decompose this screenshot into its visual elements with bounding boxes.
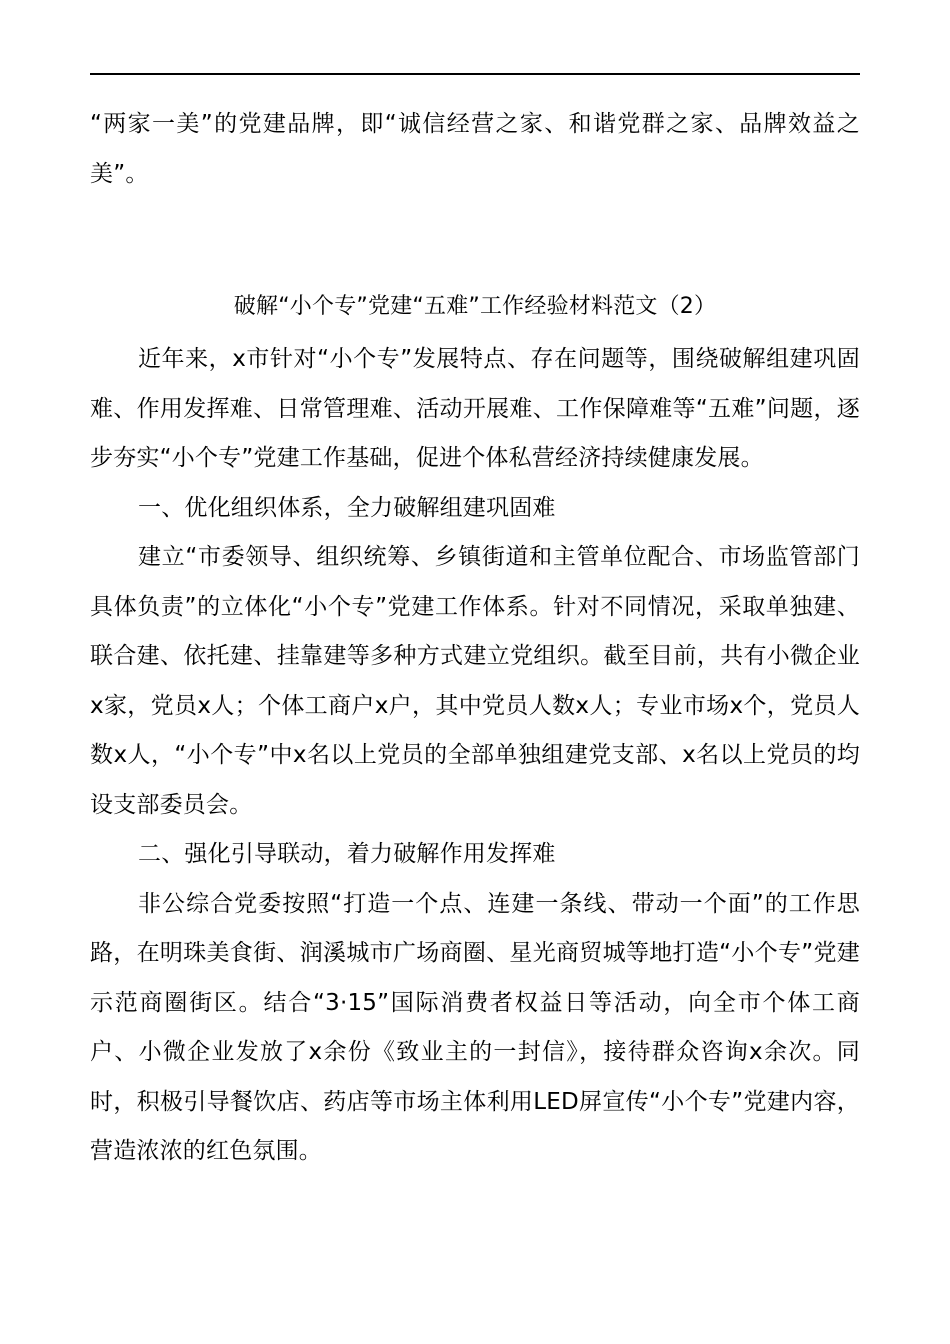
carryover-paragraph: “两家一美”的党建品牌，即“诚信经营之家、和谐党群之家、品牌效益之美”。 bbox=[90, 111, 860, 187]
section-1-paragraph: 建立“市委领导、组织统筹、乡镇街道和主管单位配合、市场监管部门具体负责”的立体化“小个专”党建工作体系。针对不同情况，采取单独建、联合建、依托建、挂靠建等多种方式建立党组织。截至目前，共有小微企业x家，党员x人；个体工商户x户，其中党员人数x人；专业市场x个，党员人数x人，“小个专”中x名以上党员的全部单独组建党支部、x名以上党员的均设支部委员会。 bbox=[90, 544, 860, 818]
document-body bbox=[90, 100, 860, 1177]
article-title: 破解“小个专”党建“五难”工作经验材料范文（2） bbox=[233, 294, 717, 319]
intro-paragraph: 近年来，x市针对“小个专”发展特点、存在问题等，围绕破解组建巩固难、作用发挥难、日常管理难、活动开展难、工作保障难等“五难”问题，逐步夯实“小个专”党建工作基础，促进个体私营经济持续健康发展。 bbox=[90, 346, 860, 471]
section-1-heading: 一、优化组织体系，全力破解组建巩固难 bbox=[138, 494, 556, 521]
section-spacer bbox=[90, 199, 860, 279]
section-2-paragraph: 非公综合党委按照“打造一个点、连建一条线、带动一个面”的工作思路，在明珠美食街、润溪城市广场商圈、星光商贸城等地打造“小个专”党建示范商圈街区。结合“3·15”国际消费者权益日等活动，向全市个体工商户、小微企业发放了x余份《致业主的一封信》，接待群众咨询x余次。同时，积极引导餐饮店、药店等市场主体利用LED屏宣传“小个专”党建内容，营造浓浓的红色氛围。 bbox=[90, 890, 860, 1164]
section-2-heading: 二、强化引导联动，着力破解作用发挥难 bbox=[138, 841, 556, 867]
header-rule bbox=[90, 73, 860, 75]
